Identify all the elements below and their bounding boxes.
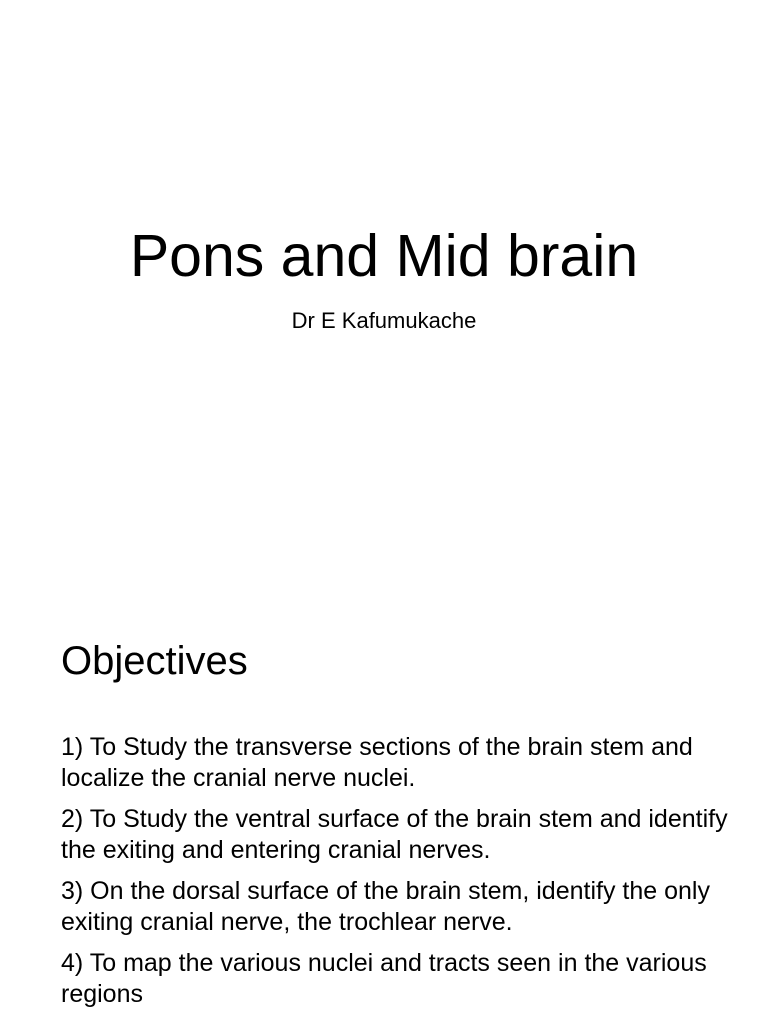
objectives-slide (0, 576, 768, 1024)
slide-subtitle: Dr E Kafumukache (291, 308, 477, 333)
slide-title: Pons and Mid brain (129, 223, 639, 289)
objectives-list (61, 732, 741, 1020)
objective-item: 4) To map the various nuclei and tracts seen in the various regions (61, 949, 707, 1008)
objective-item: 2) To Study the ventral surface of the brain stem and identify the exiting and entering cranial nerves. (61, 805, 728, 864)
objective-item: 3) On the dorsal surface of the brain stem, identify the only exiting cranial nerve, the trochlear nerve. (61, 877, 710, 936)
objectives-heading: Objectives (61, 639, 248, 683)
objective-item: 1) To Study the transverse sections of the brain stem and localize the cranial nerve nuclei. (61, 733, 693, 792)
